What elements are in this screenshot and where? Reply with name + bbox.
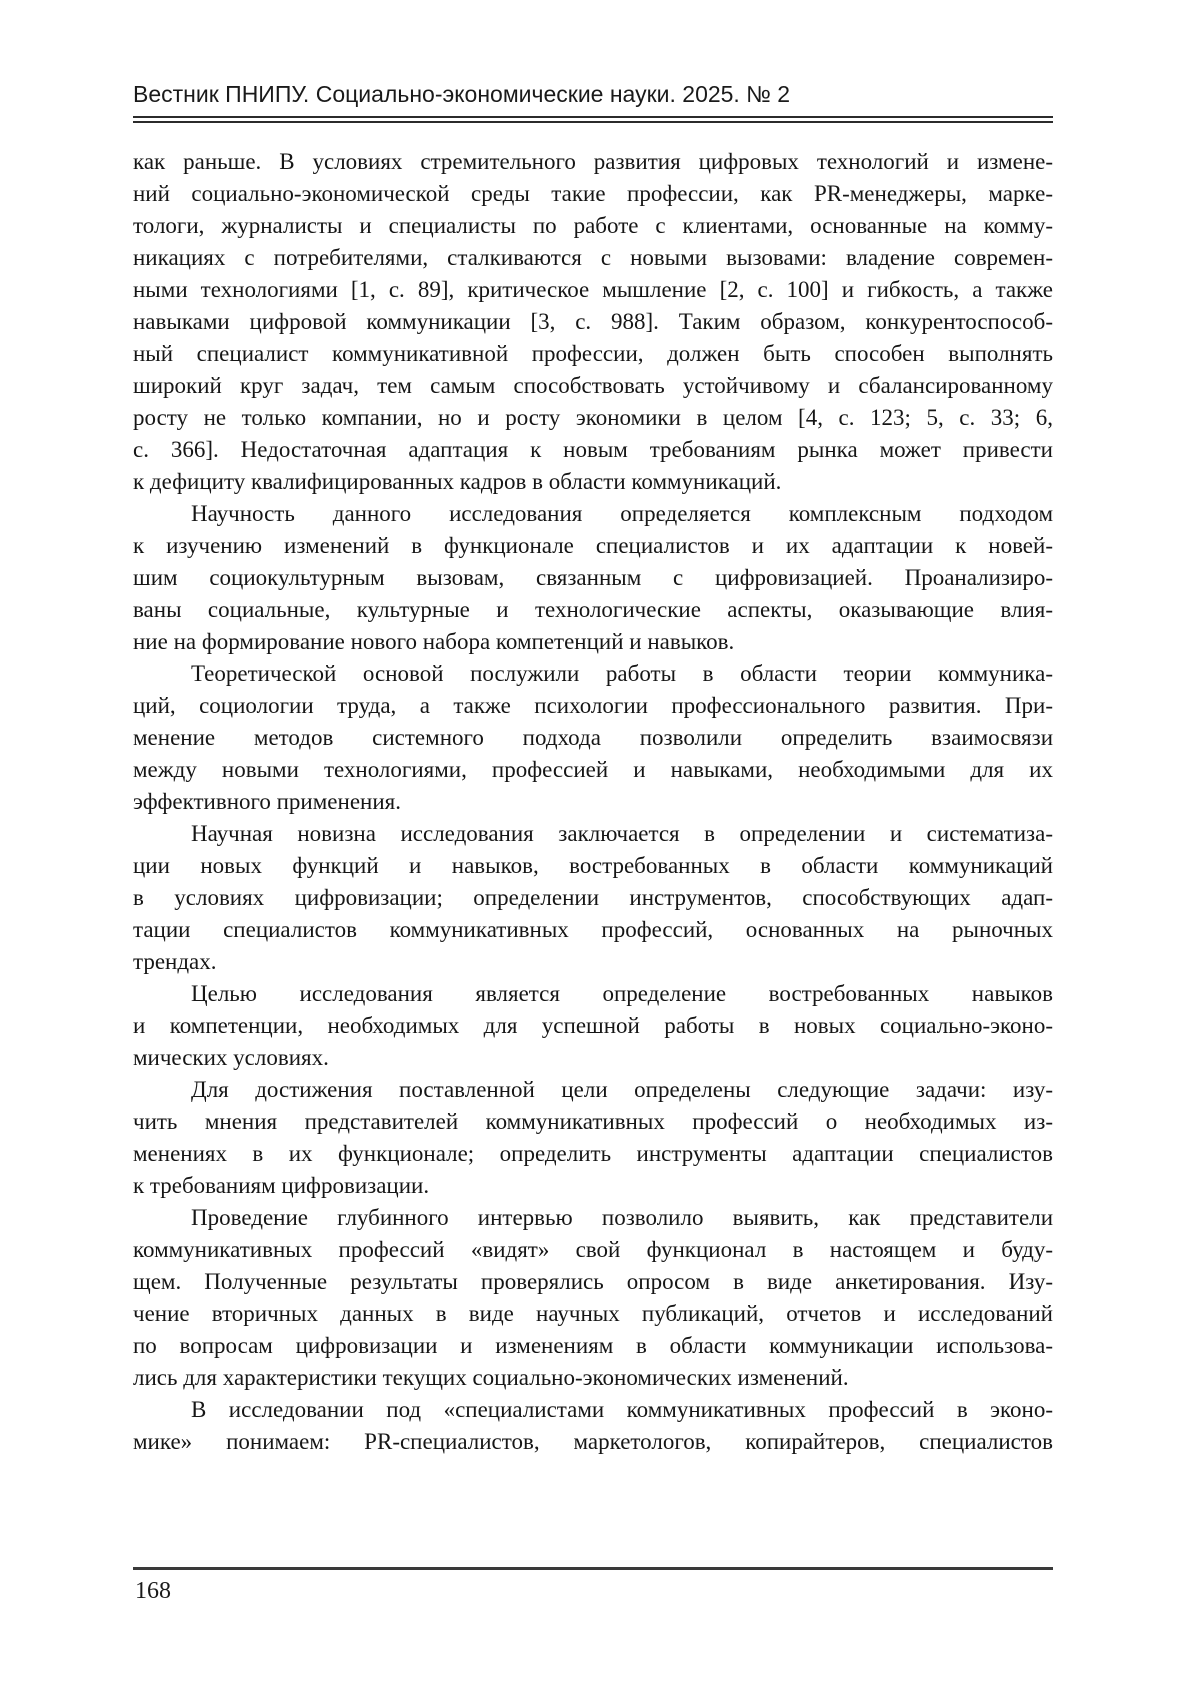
text-line: росту не только компании, но и росту экономики в целом [4, с. 123; 5, с. 33; 6,: [133, 405, 1053, 430]
body-text: [133, 146, 1053, 1458]
text-line: по вопросам цифровизации и изменениям в области коммуникации использова-: [133, 1333, 1053, 1358]
text-line: и компетенции, необходимых для успешной работы в новых социально-эконо-: [133, 1013, 1053, 1038]
text-line: чение вторичных данных в виде научных публикаций, отчетов и исследований: [133, 1301, 1053, 1326]
text-line: Теоретической основой послужили работы в области теории коммуника-: [191, 661, 1053, 686]
text-line: мических условиях.: [133, 1045, 329, 1070]
text-line: щем. Полученные результаты проверялись опросом в виде анкетирования. Изу-: [133, 1269, 1053, 1294]
text-line: к требованиям цифровизации.: [133, 1173, 430, 1198]
text-line: ций, социологии труда, а также психологии профессионального развития. При-: [133, 693, 1053, 718]
text-line: менение методов системного подхода позволили определить взаимосвязи: [133, 725, 1053, 750]
text-line: менениях в их функционале; определить инструменты адаптации специалистов: [133, 1141, 1053, 1166]
running-header: Вестник ПНИПУ. Социально-экономические науки. 2025. № 2: [133, 81, 791, 107]
text-line: трендах.: [133, 949, 217, 974]
page-number: 168: [135, 1578, 171, 1604]
text-line: ние на формирование нового набора компетенций и навыков.: [133, 629, 735, 654]
text-line: Проведение глубинного интервью позволило выявить, как представители: [191, 1205, 1053, 1230]
text-line: между новыми технологиями, профессией и навыками, необходимыми для их: [133, 757, 1053, 782]
text-line: никациях с потребителями, сталкиваются с новыми вызовами: владение современ-: [133, 245, 1053, 270]
text-line: ции новых функций и навыков, востребованных в области коммуникаций: [133, 853, 1053, 878]
text-line: В исследовании под «специалистами коммуникативных профессий в эконо-: [191, 1397, 1053, 1422]
text-line: ваны социальные, культурные и технологические аспекты, оказывающие влия-: [133, 597, 1053, 622]
text-line: тации специалистов коммуникативных профессий, основанных на рыночных: [133, 917, 1053, 942]
footer-rule: [133, 1567, 1053, 1570]
text-line: как раньше. В условиях стремительного развития цифровых технологий и измене-: [133, 149, 1053, 174]
text-line: ными технологиями [1, с. 89], критическое мышление [2, с. 100] и гибкость, а также: [133, 277, 1053, 302]
text-line: тологи, журналисты и специалисты по работе с клиентами, основанные на комму-: [133, 213, 1053, 238]
text-line: Для достижения поставленной цели определены следующие задачи: изу-: [191, 1077, 1053, 1102]
header-double-rule: [133, 116, 1053, 123]
text-line: широкий круг задач, тем самым способствовать устойчивому и сбалансированному: [133, 373, 1053, 398]
text-line: коммуникативных профессий «видят» свой функционал в настоящем и буду-: [133, 1237, 1053, 1262]
text-line: ный специалист коммуникативной профессии, должен быть способен выполнять: [133, 341, 1053, 366]
text-line: чить мнения представителей коммуникативных профессий о необходимых из-: [133, 1109, 1053, 1134]
text-line: эффективного применения.: [133, 789, 401, 814]
text-line: навыками цифровой коммуникации [3, с. 988]. Таким образом, конкурентоспособ-: [133, 309, 1053, 334]
text-line: Научная новизна исследования заключается в определении и систематиза-: [191, 821, 1053, 846]
text-line: Научность данного исследования определяется комплексным подходом: [191, 501, 1053, 526]
text-line: шим социокультурным вызовам, связанным с цифровизацией. Проанализиро-: [133, 565, 1053, 590]
text-line: ний социально-экономической среды такие профессии, как PR-менеджеры, марке-: [133, 181, 1053, 206]
text-line: к дефициту квалифицированных кадров в области коммуникаций.: [133, 469, 782, 494]
text-line: в условиях цифровизации; определении инструментов, способствующих адап-: [133, 885, 1053, 910]
text-line: лись для характеристики текущих социально-экономических изменений.: [133, 1365, 849, 1390]
text-line: с. 366]. Недостаточная адаптация к новым требованиям рынка может привести: [133, 437, 1053, 462]
text-line: мике» понимаем: PR-специалистов, маркетологов, копирайтеров, специалистов: [133, 1429, 1053, 1454]
text-line: Целью исследования является определение востребованных навыков: [191, 981, 1053, 1006]
text-line: к изучению изменений в функционале специалистов и их адаптации к новей-: [133, 533, 1053, 558]
